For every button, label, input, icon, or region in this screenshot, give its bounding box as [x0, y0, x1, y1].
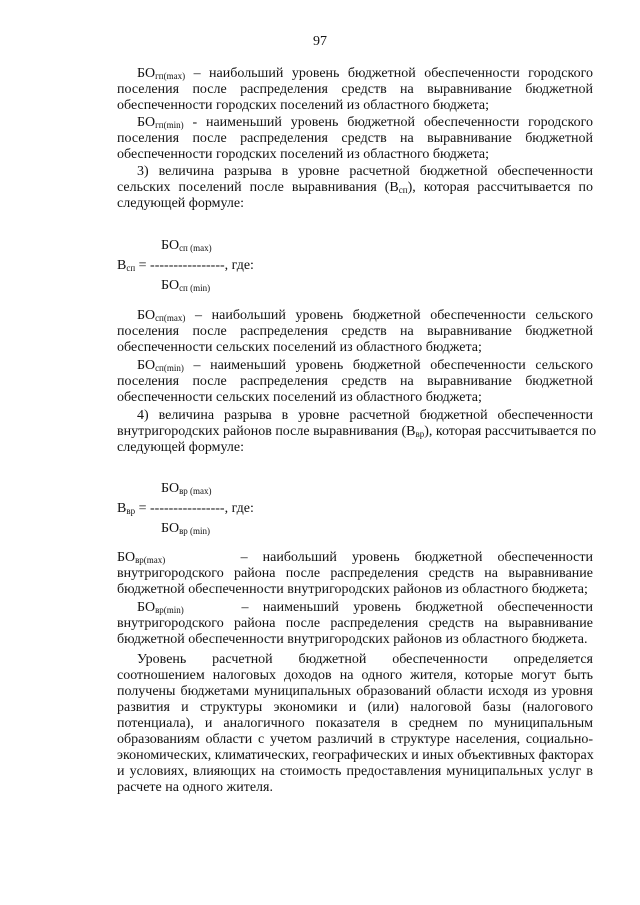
formula-lhs: $В_{вр}$ = ----------------, где: [117, 501, 254, 516]
text-line: обеспеченности городских поселений из областного бюджета; [117, 147, 490, 162]
formula-numerator: $БО_{сп (max)}$ [161, 238, 212, 253]
definition-vr-max [117, 550, 593, 598]
formula-lhs: $В_{сп}$ = ----------------, где: [117, 258, 254, 273]
text-line: $БО_{вр(min)}$ – наименьший уровень бюджетной обеспеченности [137, 600, 593, 615]
formula-rural-gap [117, 238, 417, 298]
formula-denominator: $БО_{вр (min)}$ [161, 521, 211, 536]
text-line: поселения после распределения средств на выравнивание бюджетной [117, 82, 593, 97]
text-line: следующей формуле: [117, 440, 244, 455]
paragraph-calculated-level [117, 652, 593, 796]
page-number: 97 [313, 34, 327, 49]
text-line: экономических, климатических, географических и иных объективных факторах [117, 748, 594, 763]
text-line: образованиям области с учетом различий в структуре населения, социально- [117, 732, 593, 747]
text-line: обеспеченности сельских поселений из областного бюджета; [117, 390, 482, 405]
formula-district-gap [117, 481, 417, 541]
definition-gp-min [117, 115, 593, 163]
text-line: обеспеченности сельских поселений из областного бюджета; [117, 340, 482, 355]
text-line: внутригородских районов после выравнивания $(В_{вр})$, которая рассчитывается по [117, 424, 597, 439]
definition-sp-max [117, 308, 593, 356]
text-line: соотношением налоговых доходов на одного жителя, которые могут быть [117, 668, 593, 683]
text-line: получены бюджетами муниципальных образований области исходя из уровня [117, 684, 593, 699]
formula-numerator: $БО_{вр (max)}$ [161, 481, 212, 496]
text-line: поселения после распределения средств на выравнивание бюджетной [117, 131, 593, 146]
text-line: бюджетной обеспеченности внутригородских районов из областного бюджета. [117, 632, 588, 647]
text-line: внутригородского района после распределения средств на выравнивание [117, 566, 593, 581]
text-line: $БО_{сп(max)}$ – наибольший уровень бюджетной обеспеченности сельского [137, 308, 594, 323]
text-line: $БО_{вр(max)}$ – наибольший уровень бюджетной обеспеченности [117, 550, 593, 565]
text-line: внутригородского района после распределения средств на выравнивание [117, 616, 593, 631]
text-line: и условиях, влияющих на стоимость предоставления муниципальных услуг в [117, 764, 593, 779]
text-line: 4) величина разрыва в уровне расчетной бюджетной обеспеченности [137, 408, 593, 423]
text-line: следующей формуле: [117, 196, 244, 211]
text-line: $БО_{гп(min)}$ - наименьший уровень бюджетной обеспеченности городского [137, 115, 593, 130]
definition-sp-min [117, 358, 593, 406]
text-line: развития и структуры экономики и (или) налоговой базы (налогового [117, 700, 593, 715]
text-line: 3) величина разрыва в уровне расчетной бюджетной обеспеченности [137, 164, 593, 179]
text-line: $БО_{гп(max)}$ – наибольший уровень бюджетной обеспеченности городского [137, 66, 593, 81]
text-line: расчете на одного жителя. [117, 780, 273, 795]
definition-gp-max [117, 66, 593, 114]
text-line: сельских поселений после выравнивания $(В_{сп})$, которая рассчитывается по [117, 180, 593, 195]
item-3-gap-rural [117, 164, 593, 212]
text-line: бюджетной обеспеченности внутригородских районов из областного бюджета; [117, 582, 588, 597]
formula-denominator: $БО_{сп (min)}$ [161, 278, 211, 293]
text-line: $БО_{сп(min)}$ – наименьший уровень бюджетной обеспеченности сельского [137, 358, 594, 373]
text-line: поселения после распределения средств на выравнивание бюджетной [117, 374, 593, 389]
text-line: обеспеченности городских поселений из областного бюджета; [117, 98, 490, 113]
text-line: поселения после распределения средств на выравнивание бюджетной [117, 324, 593, 339]
text-line: потенциала), и аналогичного показателя в среднем по муниципальным [117, 716, 593, 731]
definition-vr-min [117, 600, 593, 648]
item-4-gap-district [117, 408, 597, 456]
text-line: Уровень расчетной бюджетной обеспеченности определяется [137, 652, 593, 667]
